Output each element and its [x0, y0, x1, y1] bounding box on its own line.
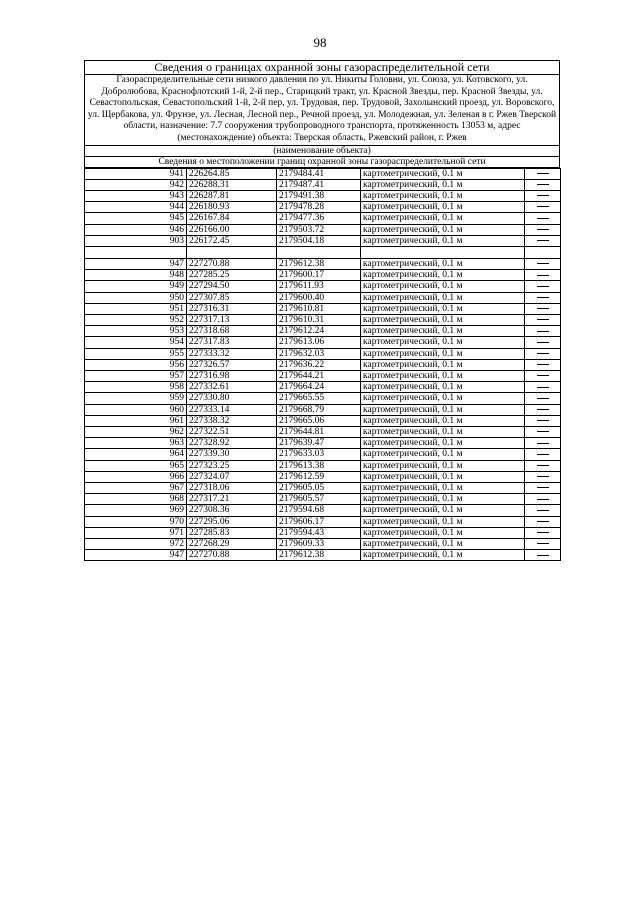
coord-y: 2179644.21 — [277, 371, 361, 382]
empty-mark — [525, 427, 561, 438]
coord-x: 227318.06 — [187, 483, 277, 494]
dash-mark — [537, 229, 549, 230]
method: картометрический, 0.1 м — [361, 427, 525, 438]
dash-mark — [537, 342, 549, 343]
dash-mark — [537, 443, 549, 444]
separator-row — [85, 246, 561, 258]
point-number: 944 — [85, 202, 187, 213]
coord-y: 2179484.41 — [277, 168, 361, 179]
coord-x: 226288.31 — [187, 179, 277, 190]
table-row — [85, 235, 561, 246]
point-number: 950 — [85, 292, 187, 303]
object-name-label: (наименование объекта) — [85, 145, 560, 156]
empty-mark — [525, 550, 561, 561]
empty-mark — [525, 359, 561, 370]
coord-x: 226166.00 — [187, 224, 277, 235]
coord-x: 227326.57 — [187, 359, 277, 370]
document-title: Сведения о границах охранной зоны газораспределительной сети — [85, 61, 560, 75]
method: картометрический, 0.1 м — [361, 393, 525, 404]
table-row — [85, 483, 561, 494]
point-number: 952 — [85, 315, 187, 326]
point-number: 972 — [85, 539, 187, 550]
coord-x: 227270.88 — [187, 258, 277, 269]
coord-y: 2179613.06 — [277, 337, 361, 348]
table-row — [85, 404, 561, 415]
method: картометрический, 0.1 м — [361, 438, 525, 449]
point-number: 969 — [85, 505, 187, 516]
table-row — [85, 505, 561, 516]
dash-mark — [537, 543, 549, 544]
table-row — [85, 415, 561, 426]
table-row — [85, 315, 561, 326]
dash-mark — [537, 398, 549, 399]
point-number: 946 — [85, 224, 187, 235]
dash-mark — [537, 218, 549, 219]
table-row — [85, 516, 561, 527]
table-row — [85, 460, 561, 471]
method: картометрический, 0.1 м — [361, 527, 525, 538]
empty-mark — [525, 281, 561, 292]
coord-y: 2179644.81 — [277, 427, 361, 438]
dash-mark — [537, 275, 549, 276]
dash-mark — [537, 240, 549, 241]
table-row — [85, 179, 561, 190]
coord-y: 2179477.36 — [277, 213, 361, 224]
table-row — [85, 494, 561, 505]
coord-y: 2179503.72 — [277, 224, 361, 235]
table-row — [85, 224, 561, 235]
point-number: 958 — [85, 382, 187, 393]
point-number: 956 — [85, 359, 187, 370]
coord-x: 227318.68 — [187, 326, 277, 337]
point-number: 962 — [85, 427, 187, 438]
point-number: 964 — [85, 449, 187, 460]
coord-x: 227307.85 — [187, 292, 277, 303]
dash-mark — [537, 420, 549, 421]
method: картометрический, 0.1 м — [361, 258, 525, 269]
coord-y: 2179478.28 — [277, 202, 361, 213]
empty-mark — [525, 449, 561, 460]
point-number: 948 — [85, 270, 187, 281]
coord-x: 227308.36 — [187, 505, 277, 516]
point-number: 949 — [85, 281, 187, 292]
table-row — [85, 190, 561, 201]
empty-mark — [525, 539, 561, 550]
coord-y: 2179612.24 — [277, 326, 361, 337]
coord-x: 227324.07 — [187, 471, 277, 482]
table-row — [85, 281, 561, 292]
coord-x: 227333.14 — [187, 404, 277, 415]
method: картометрический, 0.1 м — [361, 337, 525, 348]
table-row — [85, 438, 561, 449]
point-number: 903 — [85, 235, 187, 246]
dash-mark — [537, 308, 549, 309]
coord-y: 2179664.24 — [277, 382, 361, 393]
coord-x: 227322.51 — [187, 427, 277, 438]
table-row — [85, 213, 561, 224]
coord-y: 2179668.79 — [277, 404, 361, 415]
dash-mark — [537, 184, 549, 185]
empty-mark — [525, 326, 561, 337]
point-number: 951 — [85, 303, 187, 314]
empty-mark — [525, 235, 561, 246]
point-number: 968 — [85, 494, 187, 505]
empty-mark — [525, 494, 561, 505]
coord-x: 227317.21 — [187, 494, 277, 505]
dash-mark — [537, 286, 549, 287]
coord-y: 2179605.05 — [277, 483, 361, 494]
coord-y: 2179611.93 — [277, 281, 361, 292]
empty-mark — [525, 505, 561, 516]
point-number: 941 — [85, 168, 187, 179]
table-row — [85, 371, 561, 382]
location-header: Сведения о местоположении границ охранной зоны газораспределительной сети — [85, 156, 560, 167]
table-row — [85, 427, 561, 438]
coord-x: 226167.84 — [187, 213, 277, 224]
point-number: 943 — [85, 190, 187, 201]
point-number: 961 — [85, 415, 187, 426]
method: картометрический, 0.1 м — [361, 359, 525, 370]
point-number: 965 — [85, 460, 187, 471]
coord-x: 226180.93 — [187, 202, 277, 213]
point-number: 971 — [85, 527, 187, 538]
method: картометрический, 0.1 м — [361, 202, 525, 213]
empty-mark — [525, 168, 561, 179]
dash-mark — [537, 206, 549, 207]
point-number: 955 — [85, 348, 187, 359]
coord-x: 227330.80 — [187, 393, 277, 404]
method: картометрический, 0.1 м — [361, 281, 525, 292]
coord-y: 2179665.55 — [277, 393, 361, 404]
coord-y: 2179609.33 — [277, 539, 361, 550]
coord-x: 227316.98 — [187, 371, 277, 382]
empty-mark — [525, 438, 561, 449]
coord-y: 2179491.38 — [277, 190, 361, 201]
dash-mark — [537, 532, 549, 533]
method: картометрический, 0.1 м — [361, 382, 525, 393]
coord-y: 2179600.40 — [277, 292, 361, 303]
coord-y: 2179632.03 — [277, 348, 361, 359]
coord-x: 227317.13 — [187, 315, 277, 326]
empty-mark — [525, 471, 561, 482]
object-description: Газораспределительные сети низкого давления по ул. Никиты Головни, ул. Союза, ул. Котовского, ул. Добролюбова, Краснофлотский 1-й, 2-й пер., Старицкий тракт, ул. Красной Звезды, пер. Красной Звезды, ул. Севастопольская, Севастопольский 1-й, 2-й пер, ул. Трудовая, пер. Трудовой, Захолынский проезд, ул. Воровского, ул. Щербакова, ул. Фрунзе, ул. Лесная, Лесной пер., Речной проезд, ул. Молодежная, ул. Зеленая в г. Ржев Тверской области, назначение: 7.7 сооружения трубопроводного транспорта, протяженность 13053 м, адрес (местонахождение) объекта: Тверская область, Ржевский район, г. Ржев — [85, 75, 560, 146]
method: картометрический, 0.1 м — [361, 326, 525, 337]
method: картометрический, 0.1 м — [361, 371, 525, 382]
method: картометрический, 0.1 м — [361, 505, 525, 516]
table-row — [85, 270, 561, 281]
method: картометрический, 0.1 м — [361, 471, 525, 482]
coord-y: 2179639.47 — [277, 438, 361, 449]
point-number: 942 — [85, 179, 187, 190]
document-body — [84, 60, 560, 561]
method: картометрический, 0.1 м — [361, 224, 525, 235]
point-number: 957 — [85, 371, 187, 382]
empty-mark — [525, 483, 561, 494]
dash-mark — [537, 510, 549, 511]
dash-mark — [537, 387, 549, 388]
table-row — [85, 539, 561, 550]
coord-x: 227285.25 — [187, 270, 277, 281]
page-number: 98 — [313, 35, 327, 50]
table-row — [85, 202, 561, 213]
dash-mark — [537, 353, 549, 354]
method: картометрический, 0.1 м — [361, 315, 525, 326]
empty-mark — [525, 202, 561, 213]
empty-mark — [525, 292, 561, 303]
table-row — [85, 337, 561, 348]
point-number: 945 — [85, 213, 187, 224]
coord-y: 2179610.31 — [277, 315, 361, 326]
empty-mark — [525, 516, 561, 527]
dash-mark — [537, 195, 549, 196]
empty-mark — [525, 460, 561, 471]
coord-x: 227317.83 — [187, 337, 277, 348]
method: картометрический, 0.1 м — [361, 213, 525, 224]
table-row — [85, 258, 561, 269]
point-number: 970 — [85, 516, 187, 527]
method: картометрический, 0.1 м — [361, 303, 525, 314]
coord-y: 2179605.57 — [277, 494, 361, 505]
table-row — [85, 348, 561, 359]
coordinates-table — [84, 168, 561, 562]
coord-x: 227323.25 — [187, 460, 277, 471]
coord-y: 2179612.38 — [277, 550, 361, 561]
coord-x: 227338.32 — [187, 415, 277, 426]
table-row — [85, 292, 561, 303]
coord-y: 2179606.17 — [277, 516, 361, 527]
table-row — [85, 168, 561, 179]
dash-mark — [537, 319, 549, 320]
coord-y: 2179613.38 — [277, 460, 361, 471]
point-number: 959 — [85, 393, 187, 404]
method: картометрический, 0.1 м — [361, 292, 525, 303]
table-row — [85, 303, 561, 314]
coord-x: 227339.30 — [187, 449, 277, 460]
method: картометрический, 0.1 м — [361, 483, 525, 494]
coord-y: 2179600.17 — [277, 270, 361, 281]
header-table — [84, 60, 560, 168]
empty-mark — [525, 337, 561, 348]
coord-x: 226172.45 — [187, 235, 277, 246]
method: картометрический, 0.1 м — [361, 494, 525, 505]
method: картометрический, 0.1 м — [361, 235, 525, 246]
empty-mark — [525, 415, 561, 426]
group-separator — [85, 246, 561, 258]
coord-x: 227268.29 — [187, 539, 277, 550]
point-number: 947 — [85, 258, 187, 269]
method: картометрический, 0.1 м — [361, 270, 525, 281]
dash-mark — [537, 375, 549, 376]
empty-mark — [525, 224, 561, 235]
point-number: 953 — [85, 326, 187, 337]
dash-mark — [537, 521, 549, 522]
point-number: 947 — [85, 550, 187, 561]
point-number: 967 — [85, 483, 187, 494]
method: картометрический, 0.1 м — [361, 168, 525, 179]
dash-mark — [537, 364, 549, 365]
coordinates-group-1 — [85, 168, 561, 246]
coord-x: 227295.06 — [187, 516, 277, 527]
method: картометрический, 0.1 м — [361, 348, 525, 359]
table-row — [85, 326, 561, 337]
method: картометрический, 0.1 м — [361, 179, 525, 190]
empty-mark — [525, 371, 561, 382]
empty-mark — [525, 348, 561, 359]
dash-mark — [537, 487, 549, 488]
table-row — [85, 471, 561, 482]
empty-mark — [525, 213, 561, 224]
coord-x: 227328.92 — [187, 438, 277, 449]
point-number: 966 — [85, 471, 187, 482]
coord-x: 227285.83 — [187, 527, 277, 538]
dash-mark — [537, 173, 549, 174]
method: картометрический, 0.1 м — [361, 449, 525, 460]
empty-mark — [525, 303, 561, 314]
dash-mark — [537, 431, 549, 432]
method: картометрический, 0.1 м — [361, 550, 525, 561]
dash-mark — [537, 331, 549, 332]
method: картометрический, 0.1 м — [361, 539, 525, 550]
dash-mark — [537, 555, 549, 556]
empty-mark — [525, 527, 561, 538]
table-row — [85, 359, 561, 370]
dash-mark — [537, 409, 549, 410]
coord-y: 2179633.03 — [277, 449, 361, 460]
empty-mark — [525, 315, 561, 326]
coordinates-group-2 — [85, 258, 561, 560]
method: картометрический, 0.1 м — [361, 190, 525, 201]
empty-mark — [525, 382, 561, 393]
table-row — [85, 393, 561, 404]
coord-y: 2179612.38 — [277, 258, 361, 269]
method: картометрический, 0.1 м — [361, 460, 525, 471]
empty-mark — [525, 258, 561, 269]
empty-mark — [525, 270, 561, 281]
coord-y: 2179665.06 — [277, 415, 361, 426]
point-number: 954 — [85, 337, 187, 348]
dash-mark — [537, 263, 549, 264]
table-row — [85, 382, 561, 393]
point-number: 960 — [85, 404, 187, 415]
point-number: 963 — [85, 438, 187, 449]
coord-x: 226287.81 — [187, 190, 277, 201]
coord-x: 227270.88 — [187, 550, 277, 561]
table-row — [85, 527, 561, 538]
dash-mark — [537, 476, 549, 477]
table-row — [85, 550, 561, 561]
coord-x: 227333.32 — [187, 348, 277, 359]
empty-mark — [525, 393, 561, 404]
empty-mark — [525, 179, 561, 190]
coord-y: 2179610.81 — [277, 303, 361, 314]
empty-mark — [525, 404, 561, 415]
coord-y: 2179636.22 — [277, 359, 361, 370]
coord-y: 2179487.41 — [277, 179, 361, 190]
coord-x: 226264.85 — [187, 168, 277, 179]
dash-mark — [537, 465, 549, 466]
coord-y: 2179594.43 — [277, 527, 361, 538]
empty-mark — [525, 190, 561, 201]
method: картометрический, 0.1 м — [361, 516, 525, 527]
coord-x: 227294.50 — [187, 281, 277, 292]
coord-y: 2179504.18 — [277, 235, 361, 246]
dash-mark — [537, 454, 549, 455]
coord-x: 227316.31 — [187, 303, 277, 314]
table-row — [85, 449, 561, 460]
method: картометрический, 0.1 м — [361, 404, 525, 415]
method: картометрический, 0.1 м — [361, 415, 525, 426]
coord-x: 227332.61 — [187, 382, 277, 393]
dash-mark — [537, 499, 549, 500]
coord-y: 2179594.68 — [277, 505, 361, 516]
dash-mark — [537, 297, 549, 298]
coord-y: 2179612.59 — [277, 471, 361, 482]
